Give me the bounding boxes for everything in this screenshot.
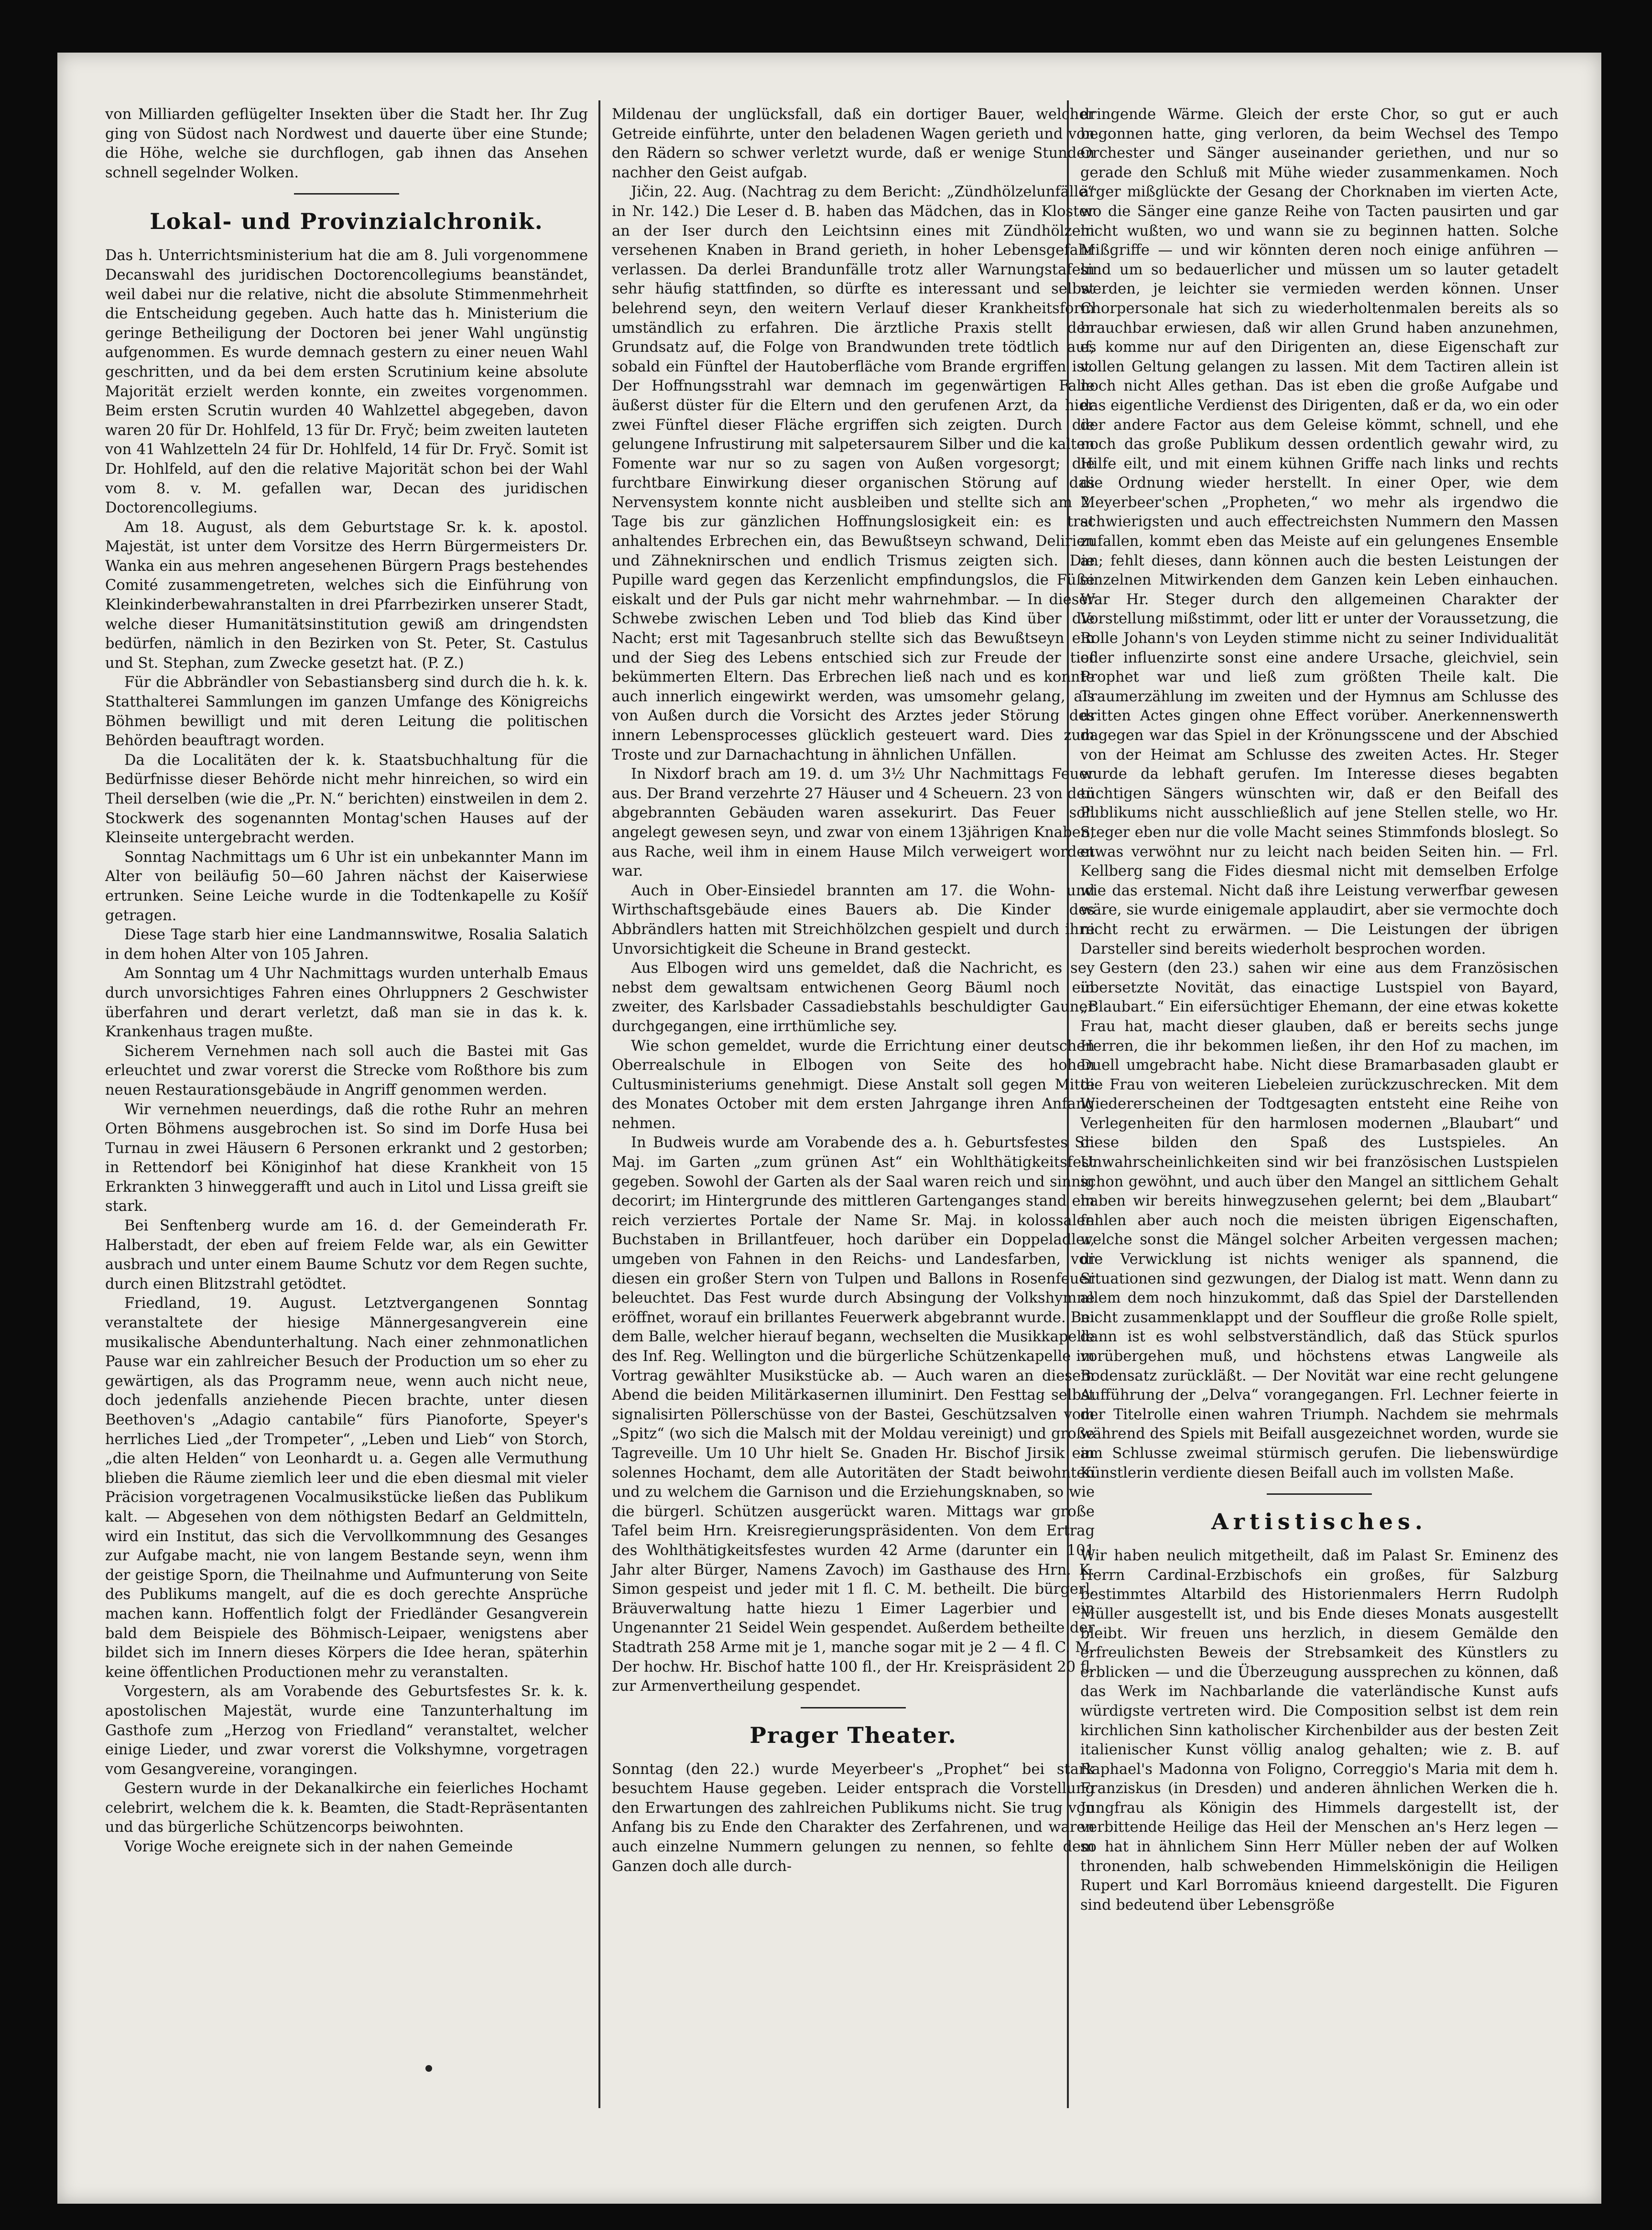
article-paragraph: Gestern wurde in der Dekanalkirche ein feierliches Hochamt celebrirt, welchem die k. k. Beamten, die Stadt-Repräsentanten und das bürgerliche Schützencorps beiwohnten. [105, 1780, 588, 1836]
section-heading: Prager Theater. [750, 1722, 957, 1748]
article-paragraph: In Nixdorf brach am 19. d. um 3½ Uhr Nachmittags Feuer aus. Der Brand verzehrte 27 Häuser und 4 Scheuern. 23 von den abgebrannten Gebäuden waren assekurirt. Das Feuer soll angelegt gewesen seyn, und zwar von einem 13jährigen Knaben, aus Rache, weil ihm in einem Hause Milch verweigert worden war. [612, 766, 1095, 880]
newspaper-page [57, 53, 1601, 2204]
ink-dot [425, 2065, 432, 2072]
article-paragraph: Friedland, 19. August. Letztvergangenen Sonntag veranstaltete der hiesige Männergesangverein eine musikalische Abendunterhaltung. Nach einer zehnmonatlichen Pause war ein zahlreicher Besuch der Production um so eher zu gewärtigen, als das Programm neue, wenn auch nicht neue, doch jedenfalls anziehende Piecen brachte, unter diesen Beethoven's „Adagio cantabile“ fürs Pianoforte, Speyer's herrliches Lied „der Trompeter“, „Leben und Lieb“ von Storch, „die alten Helden“ von Leonhardt u. a. Gegen alle Vermuthung blieben die Räume ziemlich leer und die eben diesmal mit vieler Präcision vorgetragenen Vocalmusikstücke ließen das Publikum kalt. — Abgesehen von dem nöthigsten Bedarf an Geldmitteln, wird ein Institut, das sich die Vervollkommnung des Gesanges zur Aufgabe macht, nie von langem Bestande seyn, wenn ihm der geistige Sporn, die Theilnahme und Aufmunterung von Seite des Publikums mangelt, auf die es doch gerechte Ansprüche machen kann. Hoffentlich folgt der Friedländer Gesangverein bald dem Beispiele des Böhmisch-Leipaer, wenigstens aber bildet sich im Innern dieses Körpers die Idee heran, späterhin keine öffentlichen Productionen mehr zu veranstalten. [105, 1295, 588, 1681]
article-paragraph: Sicherem Vernehmen nach soll auch die Bastei mit Gas erleuchtet und zwar vorerst die Strecke vom Roßthore bis zum neuen Restaurationsgebäude in Angriff genommen werden. [105, 1043, 588, 1099]
article-paragraph: Wir vernehmen neuerdings, daß die rothe Ruhr an mehren Orten Böhmens ausgebrochen ist. So sind im Dorfe Husa bei Turnau in zwei Häusern 6 Personen erkrankt und 2 gestorben; in Rettendorf bei Königinhof hat diese Krankheit von 15 Erkrankten 3 hinweggerafft und auch in Litol und Lissa greift sie stark. [105, 1101, 588, 1215]
column-2 [612, 105, 1095, 1876]
article-paragraph: Mildenau der unglücksfall, daß ein dortiger Bauer, welcher Getreide einführte, unter den beladenen Wagen gerieth und von den Rädern so schwer verletzt wurde, daß er wenige Stunden nachher den Geist aufgab. [612, 106, 1095, 181]
article-paragraph: Am Sonntag um 4 Uhr Nachmittags wurden unterhalb Emaus durch unvorsichtiges Fahren eines Ohrluppners 2 Geschwister überfahren und derart verletzt, daß man sie in das k. k. Krankenhaus tragen mußte. [105, 965, 588, 1041]
section-separator [801, 1707, 906, 1708]
column-1 [105, 105, 588, 1857]
article-paragraph: Bei Senftenberg wurde am 16. d. der Gemeinderath Fr. Halberstadt, der eben auf freiem Felde war, als ein Gewitter ausbrach und unter einem Baume Schutz vor dem Regen suchte, durch einen Blitzstrahl getödtet. [105, 1218, 588, 1293]
section-separator [294, 193, 399, 195]
article-paragraph: Da die Localitäten der k. k. Staatsbuchhaltung für die Bedürfnisse dieser Behörde nicht mehr hinreichen, so wird ein Theil derselben (wie die „Pr. N.“ berichten) einstweilen in dem 2. Stockwerk des sogenannten Montag'schen Hauses auf der Kleinseite untergebracht werden. [105, 751, 588, 847]
article-paragraph: Auch in Ober-Einsiedel brannten am 17. die Wohn- und Wirthschaftsgebäude eines Bauers ab. Die Kinder des Abbrändlers hatten mit Streichhölzchen gespielt und durch ihre Unvorsichtigkeit die Scheune in Brand gesteckt. [612, 882, 1095, 957]
article-paragraph: Jičin, 22. Aug. (Nachtrag zu dem Bericht: „Zündhölzelunfälle“ in Nr. 142.) Die Leser d. B. haben das Mädchen, das in Kloster an der Iser durch den Leichtsinn eines mit Zündhölzeln versehenen Knaben in Brand gerieth, in hoher Lebensgefahr verlassen. Da derlei Brandunfälle trotz aller Warnungstafeln sehr häufig stattfinden, so dürfte es interessant und selbst belehrend seyn, den weitern Verlauf dieser Krankheitsform umständlich zu erfahren. Die ärztliche Praxis stellt den Grundsatz auf, die Folge von Brandwunden trete tödtlich auf, sobald ein Fünftel der Hautoberfläche vom Brande ergriffen ist. Der Hoffnungsstrahl war demnach im gegenwärtigen Falle äußerst düster für die Eltern und den gerufenen Arzt, da hier zwei Fünftel dieser Fläche ergriffen sich zeigten. Durch die gelungene Infrustirung mit salpetersaurem Silber und die kalten Fomente war nur so zu sagen von Außen vorgesorgt; die furchtbare Einwirkung dieser organischen Störung auf das Nervensystem konnte nicht ausbleiben und stellte sich am 2. Tage bis zur gänzlichen Hoffnungslosigkeit ein: es trat anhaltendes Erbrechen ein, das Bewußtseyn schwand, Delirien und Zähneknirschen und endlich Trismus zeigten sich. Die Pupille ward gegen das Kerzenlicht empfindungslos, die Füße eiskalt und der Puls gar nicht mehr wahrnehmbar. — In dieser Schwebe zwischen Leben und Tod blieb das Kind über die Nacht; erst mit Tagesanbruch stellte sich das Bewußtseyn ein und der Sieg des Lebens entschied sich zur Freude der tief bekümmerten Eltern. Das Erbrechen ließ nach und es konnte auch innerlich eingewirkt werden, was umsomehr gelang, als von Außen durch die Vorsicht des Arztes jeder Störung des innern Lebensprocesses glücklich gesteuert ward. Dies zum Troste und zur Darnachachtung in ähnlichen Unfällen. [612, 184, 1095, 763]
article-paragraph: Am 18. August, als dem Geburtstage Sr. k. k. apostol. Majestät, ist unter dem Vorsitze des Herrn Bürgermeisters Dr. Wanka ein aus mehren angesehenen Bürgern Prags bestehendes Comité zusammengetreten, welches sich die Einführung von Kleinkinderbewahranstalten in drei Pfarrbezirken unserer Stadt, welche dieser Humanitätsinstitution gewiß am dringendsten bedürfen, nämlich in den Bezirken von St. Peter, St. Castulus und St. Stephan, zum Zwecke gesetzt hat. (P. Z.) [105, 519, 588, 672]
article-paragraph: Wir haben neulich mitgetheilt, daß im Palast Sr. Eminenz des Herrn Cardinal-Erzbischofs ein großes, für Salzburg bestimmtes Altarbild des Historienmalers Herrn Rudolph Müller ausgestellt ist, und bis Ende dieses Monats ausgestellt bleibt. Wir freuen uns herzlich, in diesem Gemälde den erfreulichsten Beweis der Strebsamkeit des Künstlers zu erblicken — und die Überzeugung aussprechen zu können, daß das Werk im Nachbarlande die vaterländische Kunst aufs würdigste vertreten wird. Die Composition selbst ist dem rein kirchlichen Sinn katholischer Kirchenbilder aus der besten Zeit italienischer Kunst völlig analog gehalten; wie z. B. auf Raphael's Madonna von Foligno, Correggio's Maria mit dem h. Franziskus (in Dresden) und anderen ähnlichen Werken die h. Jungfrau als Königin des Himmels dargestellt ist, der verbittende Heilige das Heil der Menschen an's Herz legen — so hat in ähnlichem Sinn Herr Müller neben der auf Wolken thronenden, halb schwebenden Himmelskönigin die Heiligen Rupert und Karl Borromäus knieend dargestellt. Die Figuren sind bedeutend über Lebensgröße [1080, 1547, 1558, 1914]
article-paragraph: von Milliarden geflügelter Insekten über die Stadt her. Ihr Zug ging von Südost nach Nordwest und dauerte über eine Stunde; die Höhe, welche sie durchflogen, gab ihnen das Ansehen schnell segelnder Wolken. [105, 106, 588, 181]
article-paragraph: In Budweis wurde am Vorabende des a. h. Geburtsfestes Sr. Maj. im Garten „zum grünen Ast“ ein Wohlthätigkeitsfest gegeben. Sowohl der Garten als der Saal waren reich und sinnig decorirt; im Hintergrunde des mittleren Gartenganges stand ein reich verziertes Portale der Name Sr. Maj. in kolossalen Buchstaben in Brillantfeuer, hoch darüber ein Doppeladler, umgeben von Fahnen in den Reichs- und Landesfarben, vor diesen ein großer Stern von Tulpen und Ballons in Rosenfeuer beleuchtet. Das Fest wurde durch Absingung der Volkshymne eröffnet, worauf ein brillantes Feuerwerk abgebrannt wurde. Bei dem Balle, welcher hierauf begann, wechselten die Musikkapelle des Inf. Reg. Wellington und die bürgerliche Schützenkapelle im Vortrag gewählter Musikstücke ab. — Auch waren an diesem Abend die beiden Militärkasernen illuminirt. Den Festtag selbst signalisirten Pöllerschüsse von der Bastei, Geschützsalven vom „Spitz“ (wo sich die Malsch mit der Moldau vereinigt) und große Tagreveille. Um 10 Uhr hielt Se. Gnaden Hr. Bischof Jirsik ein solennes Hochamt, dem alle Autoritäten der Stadt beiwohnten und zu welchem die Garnison und die Erziehungsknaben, so wie die bürgerl. Schützen ausgerückt waren. Mittags war große Tafel beim Hrn. Kreisregierungspräsidenten. Von dem Ertrag des Wohlthätigkeitsfestes wurden 42 Arme (darunter ein 101 Jahr alter Bürger, Namens Zavoch) im Gasthause des Hrn. K. Simon gespeist und jeder mit 1 fl. C. M. betheilt. Die bürgerl. Bräuverwaltung hatte hiezu 1 Eimer Lagerbier und ein Ungenannter 21 Seidel Wein gespendet. Außerdem betheilte der Stadtrath 258 Arme mit je 1, manche sogar mit je 2 — 4 fl. C. M. Der hochw. Hr. Bischof hatte 100 fl., der Hr. Kreispräsident 20 fl. zur Armenvertheilung gespendet. [612, 1134, 1095, 1695]
article-paragraph: Sonntag (den 22.) wurde Meyerbeer's „Prophet“ bei stark besuchtem Hause gegeben. Leider entsprach die Vorstellung den Erwartungen des zahlreichen Publikums nicht. Sie trug von Anfang bis zu Ende den Charakter des Zerfahrenen, und waren auch einzelne Nummern gelungen zu nennen, so fehlte dem Ganzen doch alle durch- [612, 1761, 1095, 1875]
article-paragraph: Das h. Unterrichtsministerium hat die am 8. Juli vorgenommene Decanswahl des juridischen Doctorencollegiums beanständet, weil dabei nur die relative, nicht die absolute Stimmenmehrheit die Entscheidung gegeben. Auch hatte das h. Ministerium die geringe Betheiligung der Doctoren bei jener Wahl ungünstig aufgenommen. Es wurde demnach gestern zu einer neuen Wahl geschritten, und da bei dem ersten Scrutinium keine absolute Majorität erzielt werden konnte, ein zweites vorgenommen. Beim ersten Scrutin wurden 40 Wahlzettel abgegeben, davon waren 20 für Dr. Hohlfeld, 13 für Dr. Fryč; beim zweiten lauteten von 41 Wahlzetteln 24 für Dr. Hohlfeld, 14 für Dr. Fryč. Somit ist Dr. Hohlfeld, auf den die relative Majorität schon bei der Wahl vom 8. v. M. gefallen war, Decan des juridischen Doctorencollegiums. [105, 247, 588, 517]
section-heading: Artistisches. [1211, 1509, 1427, 1535]
article-paragraph: dringende Wärme. Gleich der erste Chor, so gut er auch begonnen hatte, ging verloren, da beim Wechsel des Tempo Orchester und Sänger auseinander geriethen, und nur so gerade den Schluß mit Mühe wieder zusammenkamen. Noch ärger mißglückte der Gesang der Chorknaben im vierten Acte, wo die Sänger eine ganze Reihe von Tacten pausirten und gar nicht wußten, wo und wann sie zu beginnen hatten. Solche Mißgriffe — und wir könnten deren noch einige anführen — sind um so bedauerlicher und müssen um so lauter getadelt werden, je leichter sie vermieden werden können. Unser Chorpersonale hat sich zu wiederholtenmalen bereits als so brauchbar erwiesen, daß wir allen Grund haben anzunehmen, es komme nur auf den Dirigenten an, diese Eigenschaft zur vollen Geltung gelangen zu lassen. Mit dem Tactiren allein ist noch nicht Alles gethan. Das ist eben die große Aufgabe und das eigentliche Verdienst des Dirigenten, daß er da, wo ein oder der andere Factor aus dem Geleise kömmt, schnell, und ehe noch das große Publikum dessen ordentlich gewahr wird, zu Hilfe eilt, und mit einem kühnen Griffe nach links und rechts die Ordnung wieder herstellt. In einer Oper, wie dem Meyerbeer'schen „Propheten,“ wo mehr als irgendwo die schwierigsten und auch effectreichsten Nummern den Massen zufallen, kommt eben das Meiste auf ein gelungenes Ensemble an; fehlt dieses, dann können auch die besten Leistungen der einzelnen Mitwirkenden dem Ganzen kein Leben einhauchen. War Hr. Steger durch den allgemeinen Charakter der Vorstellung mißstimmt, oder litt er unter der Voraussetzung, die Rolle Johann's von Leyden stimme nicht zu seiner Individualität oder influenzirte sonst eine andere Ursache, gleichviel, sein Prophet war und ließ zum größten Theile kalt. Die Traumerzählung im zweiten und der Hymnus am Schlusse des dritten Actes gingen ohne Effect vorüber. Anerkennenswerth dagegen war das Spiel in der Krönungsscene und der Abschied von der Heimat am Schlusse des zweiten Actes. Hr. Steger wurde da lebhaft gerufen. Im Interesse dieses begabten tüchtigen Sängers wünschten wir, daß er den Beifall des Publikums nicht ausschließlich auf jene Stellen stelle, wo Hr. Steger eben nur die volle Macht seines Stimmfonds bloslegt. So etwas verwöhnt nur zu leicht nach beiden Seiten hin. — Frl. Kellberg sang die Fides diesmal nicht mit demselben Erfolge wie das erstemal. Nicht daß ihre Leistung verwerfbar gewesen wäre, sie wurde einigemale applaudirt, aber sie vermochte doch nicht recht zu erwärmen. — Die Leistungen der übrigen Darsteller sind bereits wiederholt besprochen worden. [1080, 106, 1558, 957]
article-paragraph: Vorige Woche ereignete sich in der nahen Gemeinde [124, 1838, 513, 1856]
article-paragraph: Gestern (den 23.) sahen wir eine aus dem Französischen übersetzte Novität, das einactige Lustspiel von Bayard, „Blaubart.“ Ein eifersüchtiger Ehemann, der eine etwas kokette Frau hat, macht dieser glauben, daß er bereits sechs junge Herren, die ihr bekommen ließen, ihr den Hof zu machen, im Duell umgebracht habe. Nicht diese Bramarbasaden glaubt er die Frau von weiteren Liebeleien zurückzuschrecken. Mit dem Wiedererscheinen der Todtgesagten entsteht eine Reihe von Verlegenheiten für den harmlosen modernen „Blaubart“ und diese bilden den Spaß des Lustspieles. An Unwahrscheinlichkeiten sind wir bei französischen Lustspielen schon gewöhnt, und auch über den Mangel an sittlichem Gehalt haben wir bereits hinwegzusehen gelernt; bei dem „Blaubart“ fehlen aber auch noch die meisten übrigen Eigenschaften, welche sonst die Mängel solcher Arbeiten vergessen machen; die Verwicklung ist nichts weniger als spannend, die Situationen sind gezwungen, der Dialog ist matt. Wenn dann zu allem dem noch hinzukommt, daß das Spiel der Darstellenden nicht zusammenklappt und der Souffleur die große Rolle spielt, dann ist es wohl selbstverständlich, daß das Stück spurlos vorübergehen muß, und höchstens etwas Langweile als Bodensatz zurückläßt. — Der Novität war eine recht gelungene Aufführung der „Delva“ vorangegangen. Frl. Lechner feierte in der Titelrolle einen wahren Triumph. Nachdem sie mehrmals während des Spiels mit Beifall ausgezeichnet worden, wurde sie am Schlusse zweimal stürmisch gerufen. Die liebenswürdige Künstlerin verdiente diesen Beifall auch im vollsten Maße. [1080, 960, 1558, 1481]
section-heading: Lokal- und Provinzialchronik. [150, 208, 543, 235]
article-paragraph: Sonntag Nachmittags um 6 Uhr ist ein unbekannter Mann im Alter von beiläufig 50—60 Jahren nächst der Kaiserwiese ertrunken. Seine Leiche wurde in die Todtenkapelle zu Košíř getragen. [105, 848, 588, 924]
column-rule [598, 100, 600, 2108]
article-paragraph: Vorgestern, als am Vorabende des Geburtsfestes Sr. k. k. apostolischen Majestät, wurde eine Tanzunterhaltung im Gasthofe zum „Herzog von Friedland“ veranstaltet, welcher einige Lieder, und zwar vorerst die Volkshymne, vorgetragen vom Gesangvereine, vorangingen. [105, 1683, 588, 1778]
article-paragraph: Wie schon gemeldet, wurde die Errichtung einer deutschen Oberrealschule in Elbogen von Seite des hohen Cultusministeriums genehmigt. Diese Anstalt soll gegen Mitte des Monates October mit dem ersten Jahrgange ihren Anfang nehmen. [612, 1037, 1095, 1132]
column-3 [1080, 105, 1558, 1915]
article-paragraph: Aus Elbogen wird uns gemeldet, daß die Nachricht, es sey nebst dem gewaltsam entwichenen Georg Bäuml noch ein zweiter, des Karlsbader Cassadiebstahls beschuldigter Gauner durchgegangen, eine irrthümliche sey. [612, 960, 1095, 1035]
article-paragraph: Für die Abbrändler von Sebastiansberg sind durch die h. k. k. Statthalterei Sammlungen im ganzen Umfange des Königreichs Böhmen bewilligt und mit deren Leitung die politischen Behörden beauftragt worden. [105, 674, 588, 750]
article-paragraph: Diese Tage starb hier eine Landmannswitwe, Rosalia Salatich in dem hohen Alter von 105 Jahren. [105, 926, 588, 963]
section-separator [1267, 1493, 1372, 1495]
